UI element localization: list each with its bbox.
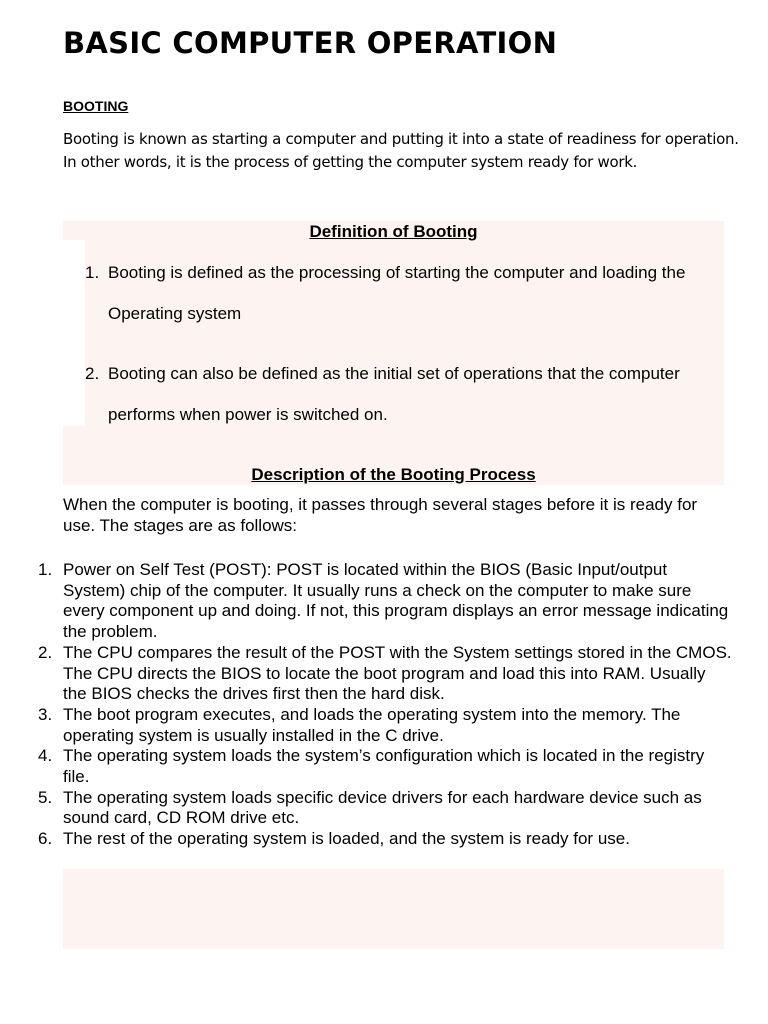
definition-heading: Definition of Booting bbox=[309, 222, 478, 241]
description-heading: Description of the Booting Process bbox=[251, 465, 536, 484]
definition-item-text: Booting is defined as the processing of starting the computer and loading the Operating system bbox=[108, 263, 686, 323]
stage-item bbox=[38, 829, 733, 850]
stage-item-text: The rest of the operating system is loaded, and the system is ready for use. bbox=[63, 829, 630, 849]
stage-item-text: The CPU compares the result of the POST with the System settings stored in the CMOS. The CPU directs the BIOS to locate the boot program and load this into RAM. Usually the BIOS checks the drives first then the hard disk. bbox=[63, 642, 732, 704]
list-number: 2. bbox=[85, 364, 100, 383]
stage-item bbox=[38, 704, 733, 746]
list-number: 2. bbox=[38, 642, 53, 662]
list-number: 1. bbox=[38, 560, 53, 579]
stage-item-text: The operating system loads specific device drivers for each hardware device such as sound card, CD ROM drive etc. bbox=[63, 787, 702, 828]
stage-item-text: The operating system loads the system’s configuration which is located in the registry file. bbox=[63, 746, 705, 787]
list-number: 3. bbox=[38, 704, 53, 724]
stage-item bbox=[38, 746, 733, 787]
definition-list bbox=[63, 252, 724, 454]
booting-stages-list bbox=[38, 560, 733, 850]
list-number: 6. bbox=[38, 829, 53, 849]
booting-heading: BOOTING bbox=[63, 98, 129, 114]
list-number: 1. bbox=[85, 263, 100, 282]
definition-item bbox=[63, 252, 724, 334]
document-title: BASIC COMPUTER OPERATION bbox=[63, 26, 558, 60]
definition-item-text: Booting can also be defined as the initial set of operations that the computer performs when power is switched on. bbox=[108, 364, 680, 424]
stage-item bbox=[38, 642, 733, 705]
stage-item-text: The boot program executes, and loads the operating system into the memory. The operating system is usually installed in the C drive. bbox=[63, 704, 681, 745]
list-number: 5. bbox=[38, 787, 53, 807]
bottom-shaded-box bbox=[63, 869, 724, 949]
list-number: 4. bbox=[38, 746, 53, 766]
booting-intro-paragraph: Booting is known as starting a computer and putting it into a state of readiness for operation. In other words, it is the process of getting the computer system ready for work. bbox=[63, 130, 739, 171]
definition-item bbox=[63, 353, 724, 435]
stage-item bbox=[38, 560, 733, 643]
description-intro-paragraph: When the computer is booting, it passes through several stages before it is ready for use. The stages are as follows: bbox=[63, 495, 698, 535]
stage-item bbox=[38, 787, 733, 829]
stage-item-text: Power on Self Test (POST): POST is located within the BIOS (Basic Input/output System) chip of the computer. It usually runs a check on the computer to make sure every component up and doing. If not, this program displays an error message indicating the problem. bbox=[63, 560, 729, 642]
